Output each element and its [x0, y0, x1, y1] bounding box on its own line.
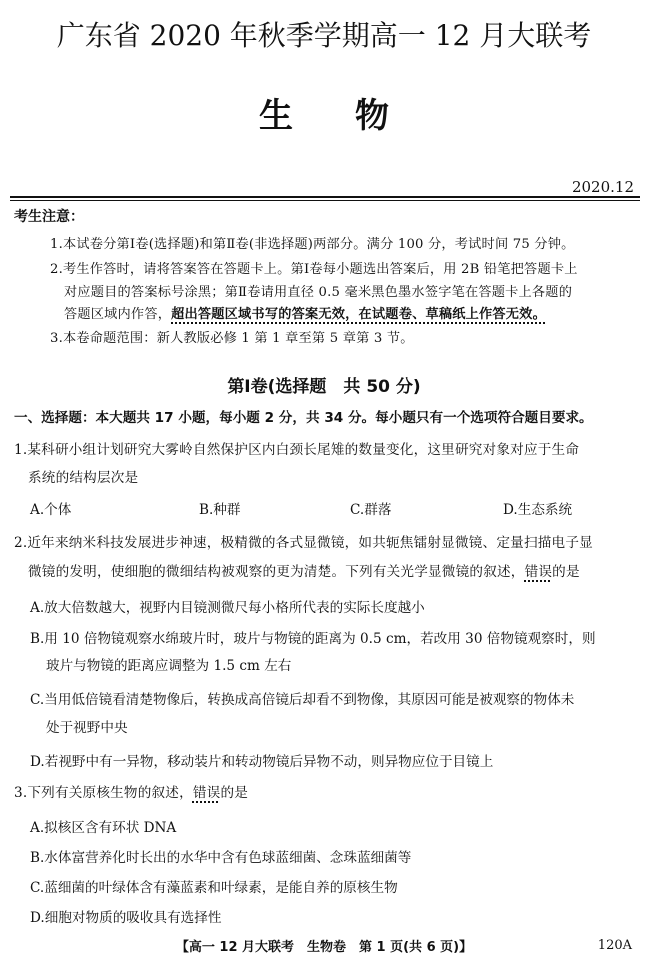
exam-date: 2020.12 [571, 178, 634, 196]
question-2-emphasis: 错误 [524, 564, 553, 580]
question-2-option-c-line-2: 处于视野中央 [46, 720, 128, 736]
question-3-option-d: D.细胞对物质的吸收具有选择性 [30, 910, 222, 926]
question-2-line-1: 2.近年来纳米科技发展进步神速，极精微的各式显微镜，如共轭焦镭射显微镜、定量扫描电子显 [14, 535, 593, 551]
question-2-option-c-line-1: C.当用低倍镜看清楚物像后，转换成高倍镜后却看不到物像，其原因可能是被观察的物体未 [30, 692, 575, 708]
notice-item-2-line-2: 对应题目的答案标号涂黑；第Ⅱ卷请用直径 0.5 毫米黑色墨水签字笔在答题卡上各题的 [64, 285, 573, 300]
subject-title: 生物 [259, 96, 451, 136]
header-rule-thin [10, 200, 640, 201]
notice-item-2-bold-warning: 超出答题区域书写的答案无效，在试题卷、草稿纸上作答无效。 [171, 307, 546, 322]
question-3-stem-end: 的是 [220, 785, 249, 801]
question-3-option-a: A.拟核区含有环状 DNA [30, 820, 177, 836]
question-2-option-a: A.放大倍数越大，视野内目镜测微尺每小格所代表的实际长度越小 [30, 600, 425, 616]
part-one-title: 第Ⅰ卷(选择题 共 50 分) [227, 377, 421, 397]
notice-item-1: 1.本试卷分第Ⅰ卷(选择题)和第Ⅱ卷(非选择题)两部分。满分 100 分，考试时间 75 分钟。 [50, 237, 575, 252]
question-1-line-1: 1.某科研小组计划研究大雾岭自然保护区内白颈长尾雉的数量变化，这里研究对象对应于生命 [14, 442, 580, 458]
question-1-option-d: D.生态系统 [503, 502, 573, 518]
question-1-line-2: 系统的结构层次是 [28, 470, 139, 486]
question-2-option-b-line-2: 玻片与物镜的距离应调整为 1.5 cm 左右 [46, 658, 292, 674]
question-3-line-1 [14, 781, 248, 801]
page-footer: 【高一 12 月大联考 生物卷 第 1 页(共 6 页)】 [175, 940, 473, 955]
question-3-option-c: C.蓝细菌的叶绿体含有藻蓝素和叶绿素，是能自养的原核生物 [30, 880, 398, 896]
section-heading: 一、选择题：本大题共 17 小题，每小题 2 分，共 34 分。每小题只有一个选项符合题目要求。 [14, 410, 593, 426]
question-1-option-b: B.种群 [199, 502, 241, 518]
question-2-option-d: D.若视野中有一异物，移动装片和转动物镜后异物不动，则异物应位于目镜上 [30, 754, 494, 770]
question-3-emphasis: 错误 [192, 785, 221, 801]
notice-heading: 考生注意： [14, 209, 84, 225]
question-2-line-2 [28, 560, 580, 580]
header-rule-thick [10, 196, 640, 198]
question-3-stem: 3.下列有关原核生物的叙述， [14, 785, 193, 801]
notice-item-3: 3.本卷命题范围：新人教版必修 1 第 1 章至第 5 章第 3 节。 [50, 331, 414, 346]
paper-code: 120A [597, 938, 632, 953]
question-2-stem: 微镜的发明，使细胞的微细结构被观察的更为清楚。下列有关光学显微镜的叙述， [28, 564, 525, 580]
notice-item-2-line-1: 2.考生作答时，请将答案答在答题卡上。第Ⅰ卷每小题选出答案后，用 2B 铅笔把答题卡上 [50, 262, 578, 277]
question-1-option-a: A.个体 [30, 502, 72, 518]
question-2-stem-end: 的是 [552, 564, 580, 580]
exam-title: 广东省 2020 年秋季学期高一 12 月大联考 [56, 19, 592, 52]
notice-item-2-line-3 [64, 303, 546, 322]
notice-item-2-plain: 答题区域内作答， [64, 307, 172, 322]
question-1-option-c: C.群落 [350, 502, 392, 518]
question-3-option-b: B.水体富营养化时长出的水华中含有色球蓝细菌、念珠蓝细菌等 [30, 850, 412, 866]
question-2-option-b-line-1: B.用 10 倍物镜观察水绵玻片时，玻片与物镜的距离为 0.5 cm，若改用 30 倍物镜观察时，则 [30, 631, 596, 647]
